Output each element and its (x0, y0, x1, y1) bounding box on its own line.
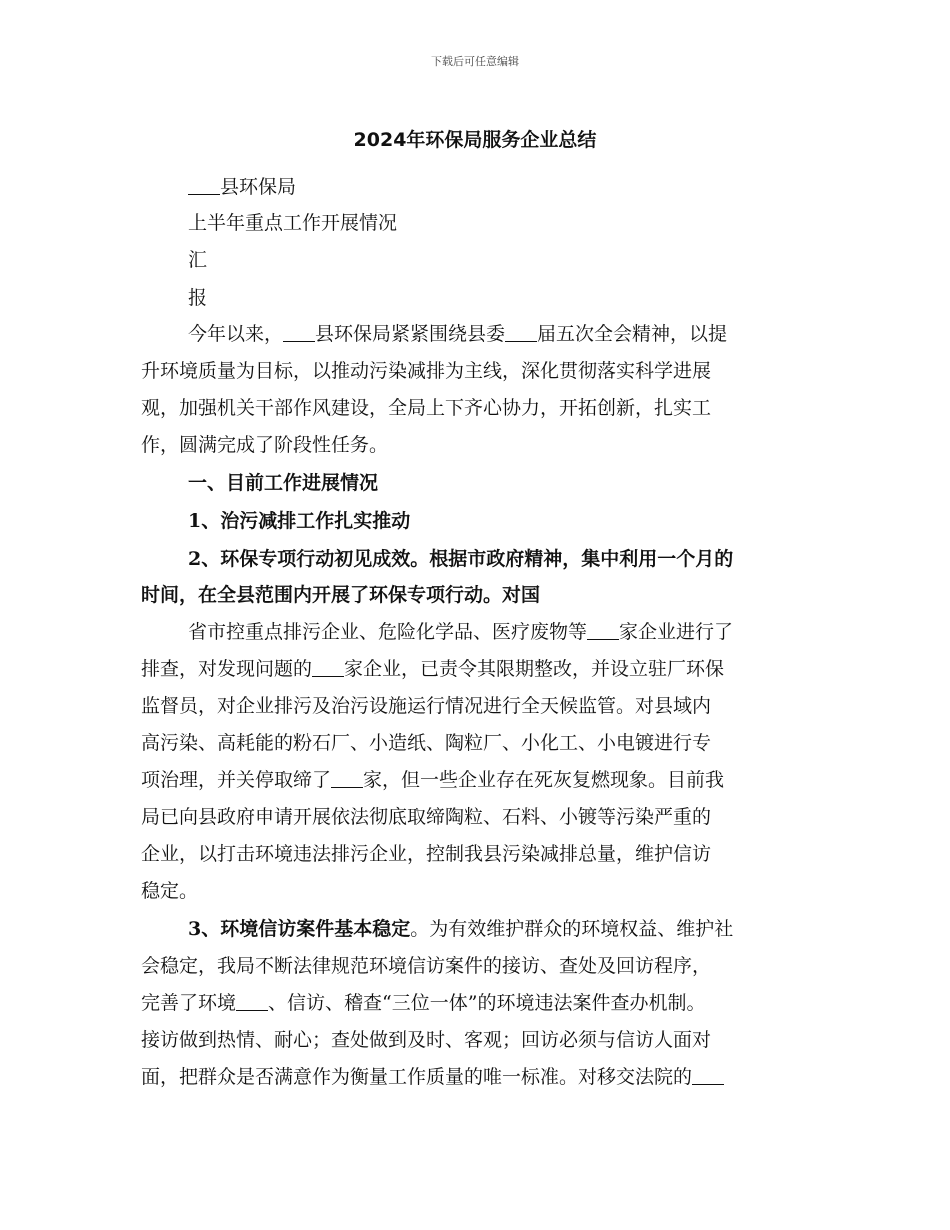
text-segment: 今年以来， (188, 323, 284, 345)
subsection-heading: 时间，在全县范围内开展了环保专项行动。对国 (141, 584, 541, 606)
blank-underline (692, 1066, 724, 1085)
paragraph-line: 作，圆满完成了阶段性任务。 (141, 434, 389, 456)
paragraph-line: 局已向县政府申请开展依法彻底取缔陶粒、石料、小镀等污染严重的 (141, 806, 712, 828)
paragraph-line (141, 1065, 724, 1089)
text-segment: 、信访、稽查“三位一体”的环境违法案件查办机制。 (268, 992, 706, 1014)
paragraph-line (141, 657, 724, 681)
text-segment: 家，但一些企业存在死灰复燃现象。目前我 (363, 769, 725, 791)
text-segment: 项治理，并关停取缔了 (141, 769, 332, 791)
paragraph-line (141, 991, 705, 1015)
text-segment: 县环保局 (220, 176, 297, 198)
blank-underline (587, 621, 619, 640)
text-segment: 省市控重点排污企业、危险化学品、医疗废物等 (188, 621, 588, 643)
subtitle-char-1: 汇 (188, 249, 208, 271)
paragraph-line: 观，加强机关干部作风建设，全局上下齐心协力，开拓创新，扎实工 (141, 397, 712, 419)
paragraph-line: 高污染、高耗能的粉石厂、小造纸、陶粒厂、小化工、小电镀进行专 (141, 732, 712, 754)
subtitle-line: 上半年重点工作开展情况 (188, 212, 398, 234)
paragraph-line (141, 768, 724, 792)
paragraph-line: 接访做到热情、耐心；查处做到及时、客观；回访必须与信访人面对 (141, 1029, 712, 1051)
blank-underline (236, 992, 268, 1011)
paragraph-line (188, 917, 733, 941)
blank-underline (505, 323, 537, 342)
text-segment: 家企业进行了 (619, 621, 734, 643)
header-note: 下载后可任意编辑 (431, 55, 519, 68)
text-segment: 届五次全会精神，以提 (537, 323, 728, 345)
blank-underline (312, 658, 344, 677)
blank-underline (283, 323, 315, 342)
text-segment: 排查，对发现问题的 (141, 658, 313, 680)
text-segment: 家企业，已责令其限期整改，并设立驻厂环保 (344, 658, 725, 680)
paragraph-line (188, 620, 733, 644)
section-heading: 一、目前工作进展情况 (188, 472, 379, 494)
subsection-heading: 2、环保专项行动初见成效。根据市政府精神，集中利用一个月的 (188, 548, 734, 570)
paragraph-line: 企业，以打击环境违法排污企业，控制我县污染减排总量，维护信访 (141, 843, 712, 865)
paragraph-line: 稳定。 (141, 880, 199, 902)
text-segment: 。为有效维护群众的环境权益、维护社 (410, 918, 734, 940)
paragraph-line (188, 322, 727, 346)
blank-underline (188, 176, 220, 195)
subtitle-char-2: 报 (188, 287, 208, 309)
inline-bold-heading: 3、环境信访案件基本稳定 (188, 918, 411, 940)
paragraph-line: 升环境质量为目标，以推动污染减排为主线，深化贯彻落实科学进展 (141, 360, 712, 382)
text-segment: 面，把群众是否满意作为衡量工作质量的唯一标准。对移交法院的 (141, 1066, 693, 1088)
paragraph-line: 监督员，对企业排污及治污设施运行情况进行全天候监管。对县域内 (141, 695, 712, 717)
text-segment: 县环保局紧紧围绕县委 (315, 323, 506, 345)
recipient-line (188, 175, 296, 199)
text-segment: 完善了环境 (141, 992, 237, 1014)
paragraph-line: 会稳定，我局不断法律规范环境信访案件的接访、查处及回访程序， (141, 955, 712, 977)
subsection-heading: 1、治污减排工作扎实推动 (188, 510, 411, 532)
document-title: 2024年环保局服务企业总结 (353, 129, 597, 151)
blank-underline (331, 769, 363, 788)
